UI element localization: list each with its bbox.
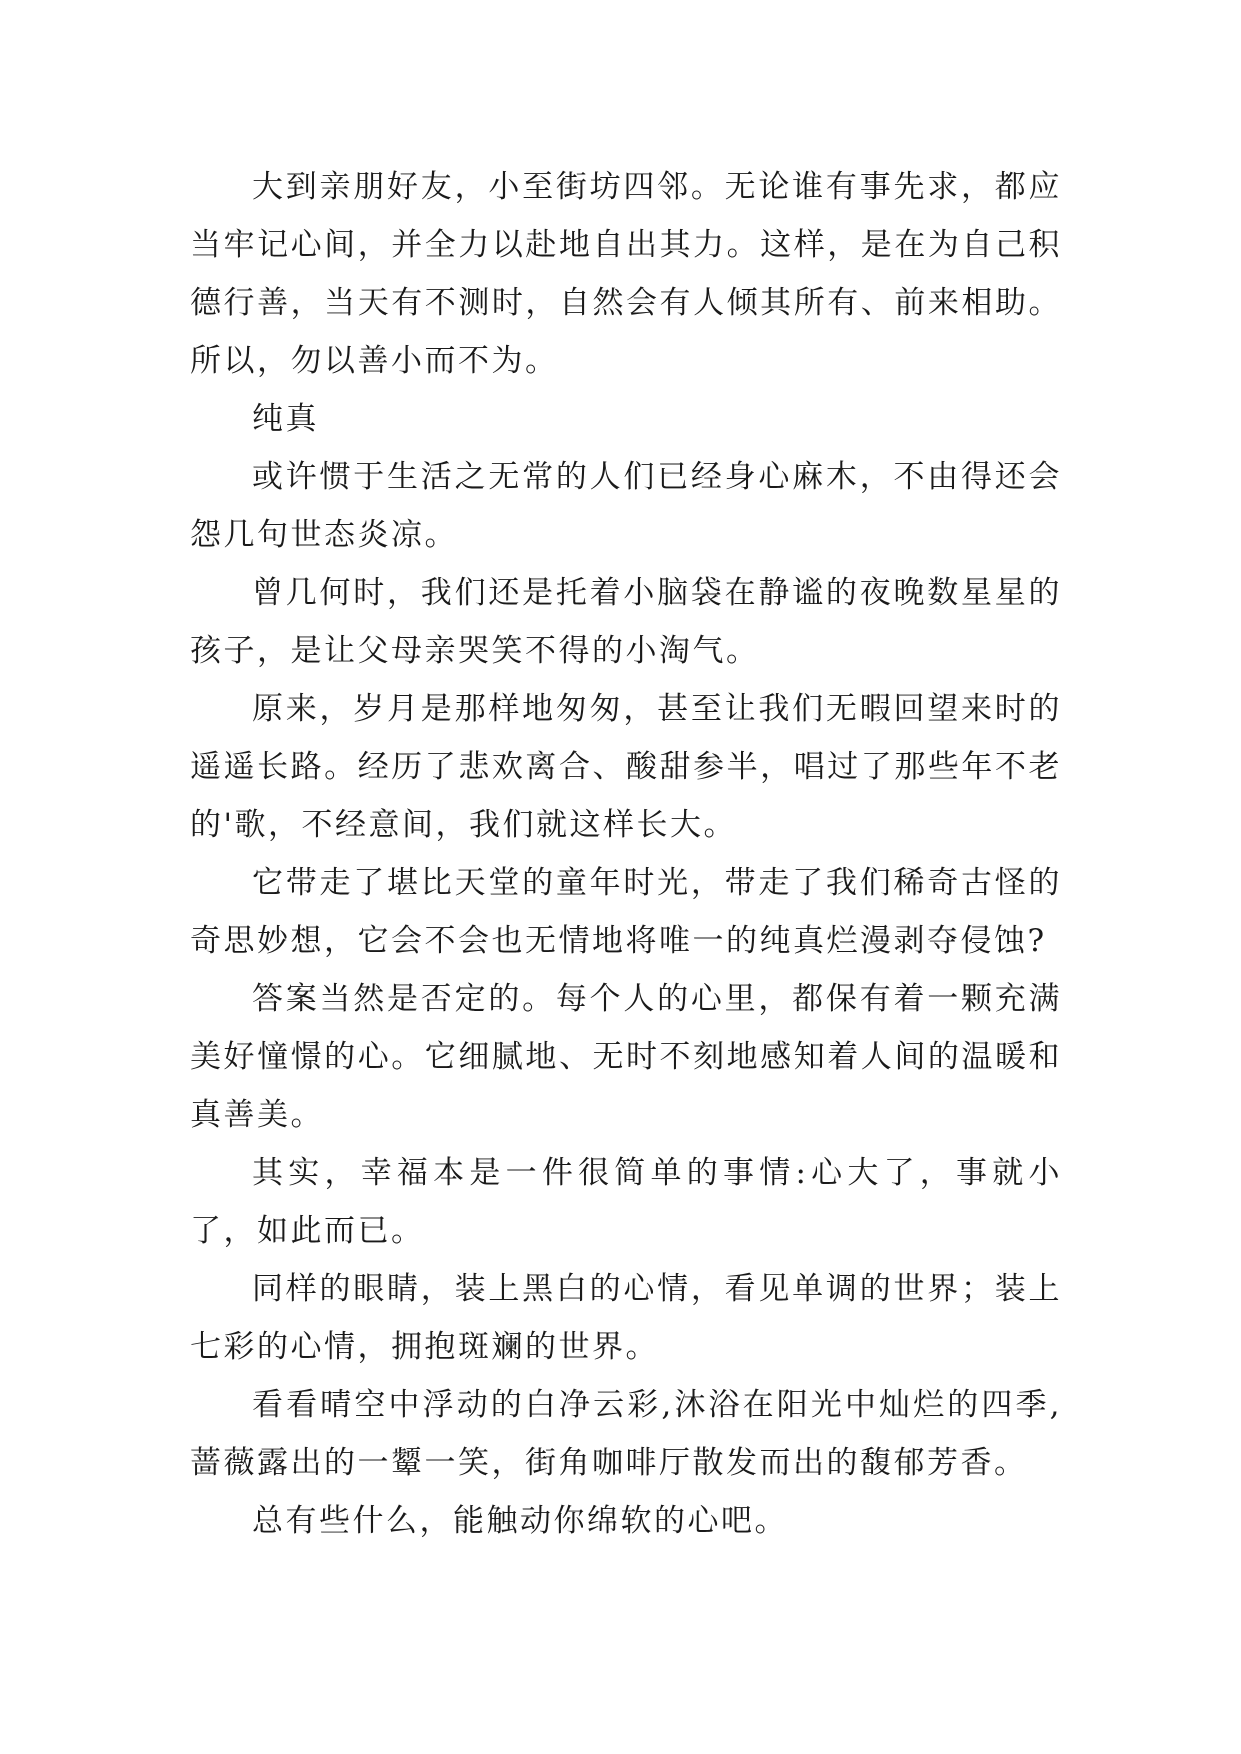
paragraph-happiness: 其实，幸福本是一件很简单的事情:心大了，事就小了，如此而已。 (190, 1155, 1062, 1249)
paragraph-years: 原来，岁月是那样地匆匆，甚至让我们无暇回望来时的遥遥长路。经历了悲欢离合、酸甜参半，唱过了那些年不老的'歌，不经意间，我们就这样长大。 (190, 691, 1062, 843)
paragraph-eyes: 同样的眼睛，装上黑白的心情，看见单调的世界；装上七彩的心情，拥抱斑斓的世界。 (190, 1271, 1062, 1365)
paragraph-scenery: 看看晴空中浮动的白净云彩,沐浴在阳光中灿烂的四季,蔷薇露出的一颦一笑，街角咖啡厅散发而出的馥郁芳香。 (190, 1387, 1062, 1481)
document-body (190, 158, 1062, 1550)
paragraph-closing: 总有些什么，能触动你绵软的心吧。 (252, 1503, 788, 1539)
paragraph-answer: 答案当然是否定的。每个人的心里，都保有着一颗充满美好憧憬的心。它细腻地、无时不刻地感知着人间的温暖和真善美。 (190, 981, 1062, 1133)
paragraph-childhood: 曾几何时，我们还是托着小脑袋在静谧的夜晚数星星的孩子，是让父母亲哭笑不得的小淘气。 (190, 575, 1062, 669)
paragraph-question: 它带走了堪比天堂的童年时光，带走了我们稀奇古怪的奇思妙想，它会不会也无情地将唯一的纯真烂漫剥夺侵蚀? (190, 865, 1062, 959)
section-heading-purity: 纯真 (252, 401, 319, 437)
paragraph-numbness: 或许惯于生活之无常的人们已经身心麻木，不由得还会怨几句世态炎凉。 (190, 459, 1062, 553)
paragraph-kindness: 大到亲朋好友，小至街坊四邻。无论谁有事先求，都应当牢记心间，并全力以赴地自出其力。这样，是在为自己积德行善，当天有不测时，自然会有人倾其所有、前来相助。所以，勿以善小而不为。 (190, 169, 1062, 379)
